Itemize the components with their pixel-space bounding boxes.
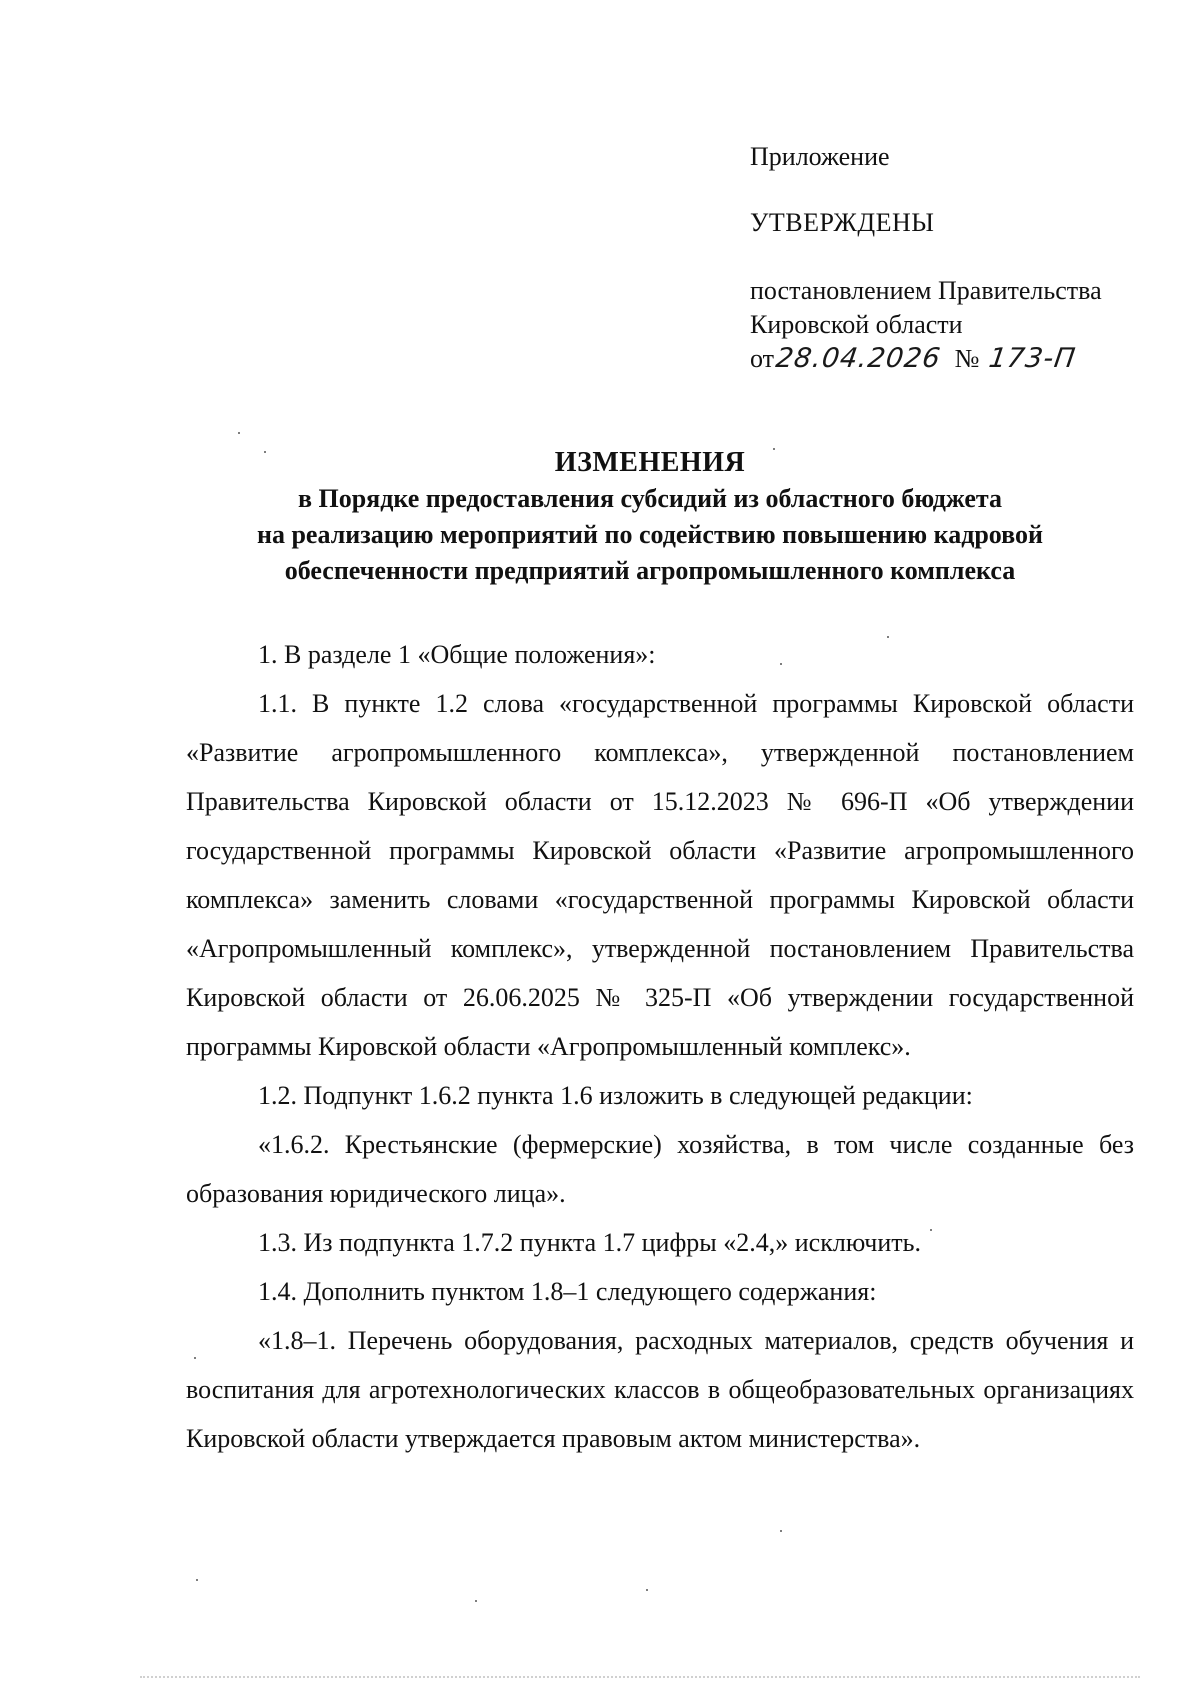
- scan-speck: [887, 636, 889, 638]
- title-main: ИЗМЕНЕНИЯ: [554, 447, 746, 478]
- paragraph-1-3: 1.3. Из подпункта 1.7.2 пункта 1.7 цифры «2.4,» исключить.: [258, 1228, 921, 1257]
- handwritten-date: 28.04.2026: [773, 343, 943, 374]
- scan-speck: [264, 451, 266, 453]
- title-line-2: на реализацию мероприятий по содействию повышению кадровой: [256, 520, 1044, 549]
- decree-line-2: Кировской области: [750, 310, 963, 339]
- document-body: [186, 630, 1134, 1463]
- scan-edge-artifact: [140, 1676, 1140, 1680]
- handwritten-number: 173-П: [987, 343, 1079, 374]
- paragraph-1-8-1-quote: «1.8–1. Перечень оборудования, расходных материалов, средств обучения и воспитания для агротехнологических классов в общеобразовательных организациях Кировской области утверждается правовым актом министерства».: [186, 1326, 1134, 1453]
- scan-speck: [194, 1357, 196, 1359]
- decree-line-1: постановлением Правительства: [750, 276, 1102, 305]
- document-title: [150, 445, 1150, 589]
- approved-label: УТВЕРЖДЕНЫ: [750, 208, 935, 237]
- ot-label: от: [750, 344, 775, 373]
- scan-speck: [780, 1530, 782, 1532]
- number-sign: №: [954, 344, 980, 373]
- paragraph-section-1: 1. В разделе 1 «Общие положения»:: [258, 640, 656, 669]
- scan-speck: [238, 432, 240, 434]
- paragraph-1-1: 1.1. В пункте 1.2 слова «государственной программы Кировской области «Развитие агропромышленного комплекса», утвержденной постановлением Правительства Кировской области от 15.12.2023 № 696-П «Об утверждении государственной программы Кировской области «Развитие агропромышленного комплекса» заменить словами «государственной программы Кировской области «Агропромышленный комплекс», утвержденной постановлением Правительства Кировской области от 26.06.2025 № 325-П «Об утверждении государственной программы Кировской области «Агропромышленный комплекс».: [186, 689, 1134, 1061]
- paragraph-1-6-2-quote: «1.6.2. Крестьянские (фермерские) хозяйства, в том числе созданные без образования юридического лица».: [186, 1130, 1134, 1208]
- title-line-1: в Порядке предоставления субсидий из областного бюджета: [297, 484, 1003, 513]
- date-number-line: [750, 342, 1170, 376]
- scan-speck: [196, 1579, 198, 1581]
- title-line-3: обеспеченности предприятий агропромышленного комплекса: [284, 556, 1016, 585]
- scan-speck: [780, 663, 782, 665]
- paragraph-1-2: 1.2. Подпункт 1.6.2 пункта 1.6 изложить в следующей редакции:: [258, 1081, 973, 1110]
- scan-speck: [475, 1600, 477, 1602]
- approval-header: [750, 140, 1170, 376]
- scan-speck: [773, 448, 775, 450]
- scan-speck: [930, 1229, 932, 1231]
- scan-speck: [646, 1589, 648, 1591]
- appendix-label: Приложение: [750, 142, 890, 171]
- paragraph-1-4: 1.4. Дополнить пунктом 1.8–1 следующего содержания:: [258, 1277, 877, 1306]
